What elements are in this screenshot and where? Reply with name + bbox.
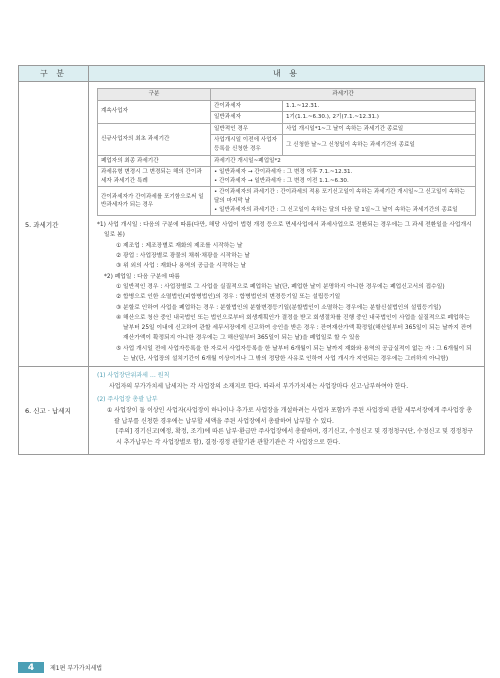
filing-section xyxy=(97,371,476,448)
row-filing-place xyxy=(19,367,485,455)
cell-closure: 폐업자의 최종 과세기간 xyxy=(98,155,211,167)
waiver-line-1: • 간이과세자의 과세기간 : 간이과세의 적용 포기신고일이 속하는 과세기간 개시일~그 신고일이 속하는 달의 마지막 날 xyxy=(214,189,465,204)
cell-type-change: 과세유형 변경시 그 변경되는 해의 간이과세자 과세기간 특례 xyxy=(98,167,211,187)
row-taxable-period xyxy=(19,82,485,367)
note2-item: ③ 분할로 인하여 사업을 폐업하는 경우 : 분할법인의 분할변경등기일(분할법인이 소멸하는 경우에는 분할신설법인의 설립등기일) xyxy=(116,304,441,311)
cell-general-case: 일반적인 경우 xyxy=(211,123,283,135)
page-number: 4 xyxy=(18,662,44,673)
row-label-taxable-period: 5. 과세기간 xyxy=(19,82,89,367)
note2-item: ② 합병으로 인한 소멸법인(피합병법인)의 경우 : 합병법인의 변경등기일 또는 설립등기일 xyxy=(116,294,341,301)
cell-general: 일반과세자 xyxy=(211,112,283,124)
note1-item: ① 제조업 : 제조장별로 재화의 제조를 시작하는 날 xyxy=(116,242,243,249)
note2-item: ④ 해산으로 청산 중인 내국법인 또는 법인으로부터 회생계획인가 결정을 받고 회생절차를 진행 중인 내국법인이 사업을 실질적으로 폐업하는 날부터 25일 이내에 신고하여 관할 세무서장에게 신고하여 승인을 받은 경우 : 잔여재산가액 확정일(해산일부터 365일이 되는 날까지 잔여재산가액이 확정되지 아니한 경우에는 그 해산일부터 365일이 되는 날)을 폐업일로 할 수 있음 xyxy=(116,314,472,342)
cell-general-case-period: 사업 개시일*1~그 날이 속하는 과세기간 종료일 xyxy=(283,123,476,135)
chapter-title: 제1편 부가가치세법 xyxy=(50,665,103,672)
cell-general-period: 1기(1.1.~6.30.), 2기(7.1.~12.31.) xyxy=(283,112,476,124)
note2-head: *2) 폐업일 : 다음 구분에 따름 xyxy=(104,273,181,280)
period-table-header-category: 구분 xyxy=(98,89,211,101)
period-table xyxy=(97,88,476,216)
type-change-line-2: • 간이과세자 → 일반과세자 : 그 변경 이전 1.1.~6.30. xyxy=(214,177,349,184)
note2-item: ① 일반적인 경우 : 사업장별로 그 사업을 실질적으로 폐업하는 날(단, 폐업한 날이 분명하지 아니한 경우에는 폐업신고서의 접수일) xyxy=(116,283,445,290)
cell-simplified: 간이과세자 xyxy=(211,100,283,112)
cell-pre-registration: 사업개시일 이전에 사업자등록을 신청한 경우 xyxy=(211,135,283,155)
waiver-line-2: • 일반과세자의 과세기간 : 그 신고일이 속하는 달의 다음 달 1일~그 날이 속하는 과세기간의 종료일 xyxy=(214,206,458,213)
note1-item: ② 광업 : 사업장별로 광물의 채취·채광을 시작하는 날 xyxy=(116,253,250,260)
cell-new-business: 신규사업자의 최초 과세기간 xyxy=(98,123,211,155)
section-2-note: [주의] 경기신고(예정, 확정, 조기)에 따른 납부·환급만 주사업장에서 총괄하며, 경기신고, 수정신고 및 경정청구(단, 수정신고 및 경정청구 시 추가납부는 각 사업장별로 함), 결정·경정 관할기관 관할기관은 각 사업장으로 한다. xyxy=(116,428,474,446)
cell-pre-registration-period: 그 신청한 날~그 신청일이 속하는 과세기간의 종료일 xyxy=(283,135,476,155)
content-table xyxy=(18,65,485,455)
row-label-filing-place: 6. 신고 · 납세지 xyxy=(19,367,89,455)
cell-continuing: 계속사업자 xyxy=(98,100,211,123)
cell-simplified-period: 1.1.~12.31. xyxy=(283,100,476,112)
header-content: 내 용 xyxy=(89,66,485,82)
cell-waiver: 간이과세자가 간이과세를 포기함으로써 일반과세자가 되는 경우 xyxy=(98,187,211,216)
section-1-title: (1) 사업장단위과세 … 원칙 xyxy=(97,372,170,380)
section-1-body: 사업자의 부가가치세 납세지는 각 사업장의 소재지로 한다. 따라서 부가가치세는 사업장마다 신고·납부하여야 한다. xyxy=(109,382,409,390)
page-footer xyxy=(18,662,102,673)
section-2-title: (2) 주사업장 총괄 납부 xyxy=(97,396,158,404)
type-change-line-1: • 일반과세자 → 간이과세자 : 그 변경 이후 7.1.~12.31. xyxy=(214,169,353,176)
header-category: 구 분 xyxy=(19,66,89,82)
section-2-item: ① 사업장이 둘 이상인 사업자(사업장이 하나이나 추가로 사업장을 개설하려는 사업자 포함)가 주된 사업장의 관할 세무서장에게 주사업장 총괄 납부를 신청한 경우에는 납부할 세액을 주된 사업장에서 총괄하여 납부할 수 있다. xyxy=(107,407,473,425)
note1-item: ③ 위 외의 사업 : 재화나 용역의 공급을 시작하는 날 xyxy=(116,263,247,270)
cell-closure-period: 과세기간 개시일~폐업일*2 xyxy=(211,155,476,167)
footnotes xyxy=(97,220,476,364)
period-table-header-period: 과세기간 xyxy=(211,89,476,101)
note1-head: *1) 사업 개시일 : 다음의 구분에 따름(다만, 해당 사업이 법령 개정 등으로 면세사업에서 과세사업으로 전환되는 경우에는 그 과세 전환일을 사업개시일로 봄) xyxy=(97,222,472,239)
note2-item: ⑤ 사업 개시일 전에 사업자등록을 한 자로서 사업자등록을 한 날부터 6개월이 되는 날까지 재화와 용역의 공급실적이 없는 자 : 그 6개월이 되는 날(단, 사업장의 설치기간이 6개월 이상이거나 그 밖의 정당한 사유로 인하여 사업 개시가 지연되는 경우에는 그러하지 아니함) xyxy=(116,345,472,362)
